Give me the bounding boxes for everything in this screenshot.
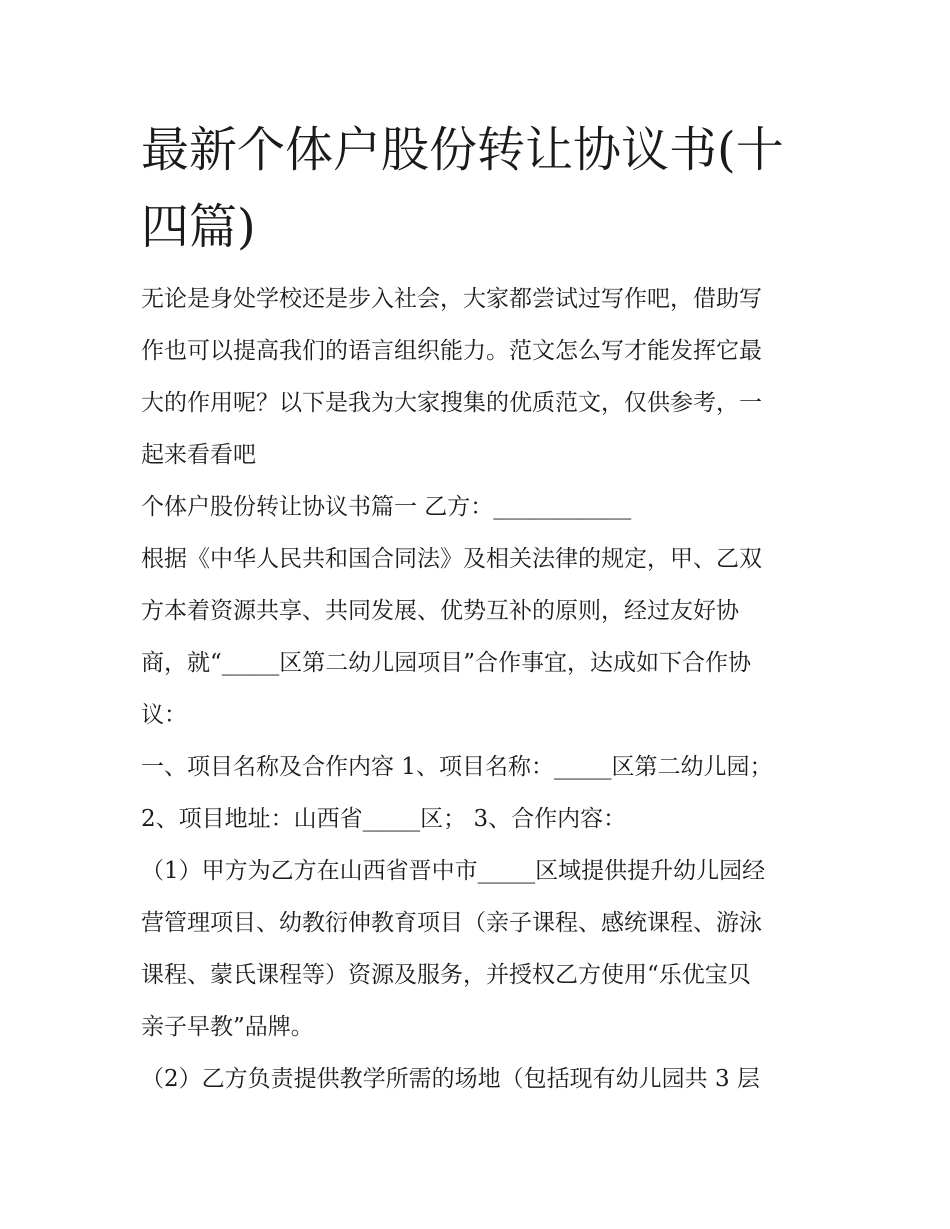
intro-line-4: 起来看看吧: [141, 442, 256, 468]
intro-line-3: 大的作用呢？以下是我为大家搜集的优质范文，仅供参考，一: [141, 390, 762, 416]
clause-item-1-line-2: 营管理项目、幼教衍伸教育项目（亲子课程、感统课程、游泳: [141, 910, 762, 936]
clause-1-line-2: 2、项目地址：山西省_____区； 3、合作内容：: [141, 806, 627, 832]
preamble-line-4: 议：: [141, 702, 187, 728]
document-title: [141, 112, 821, 266]
clause-item-1-line-1: （1）甲方为乙方在山西省晋中市_____区域提供提升幼儿园经: [141, 858, 766, 884]
preamble-line-1: 根据《中华人民共和国合同法》及相关法律的规定，甲、乙双: [141, 546, 762, 572]
intro-line-1: 无论是身处学校还是步入社会，大家都尝试过写作吧，借助写: [141, 286, 762, 312]
clause-item-1-line-4: 亲子早教”品牌。: [141, 1014, 314, 1040]
preamble-line-2: 方本着资源共享、共同发展、优势互补的原则，经过友好协: [141, 598, 739, 624]
intro-line-2: 作也可以提高我们的语言组织能力。范文怎么写才能发挥它最: [141, 338, 762, 364]
preamble-line-3: 商，就“_____区第二幼儿园项目”合作事宜，达成如下合作协: [141, 650, 752, 676]
clause-item-1-line-3: 课程、蒙氏课程等）资源及服务，并授权乙方使用“乐优宝贝: [141, 962, 751, 988]
title-line-2: 四篇): [141, 199, 256, 255]
section-heading-line: 个体户股份转让协议书篇一 乙方：____________: [141, 494, 632, 520]
document-body: [141, 273, 821, 1105]
clause-item-2-line-1: （2）乙方负责提供教学所需的场地（包括现有幼儿园共 3 层: [141, 1066, 760, 1092]
clause-1-line-1: 一、项目名称及合作内容 1、项目名称：_____区第二幼儿园；: [141, 754, 773, 780]
title-line-1: 最新个体户股份转让协议书(十: [141, 122, 784, 178]
